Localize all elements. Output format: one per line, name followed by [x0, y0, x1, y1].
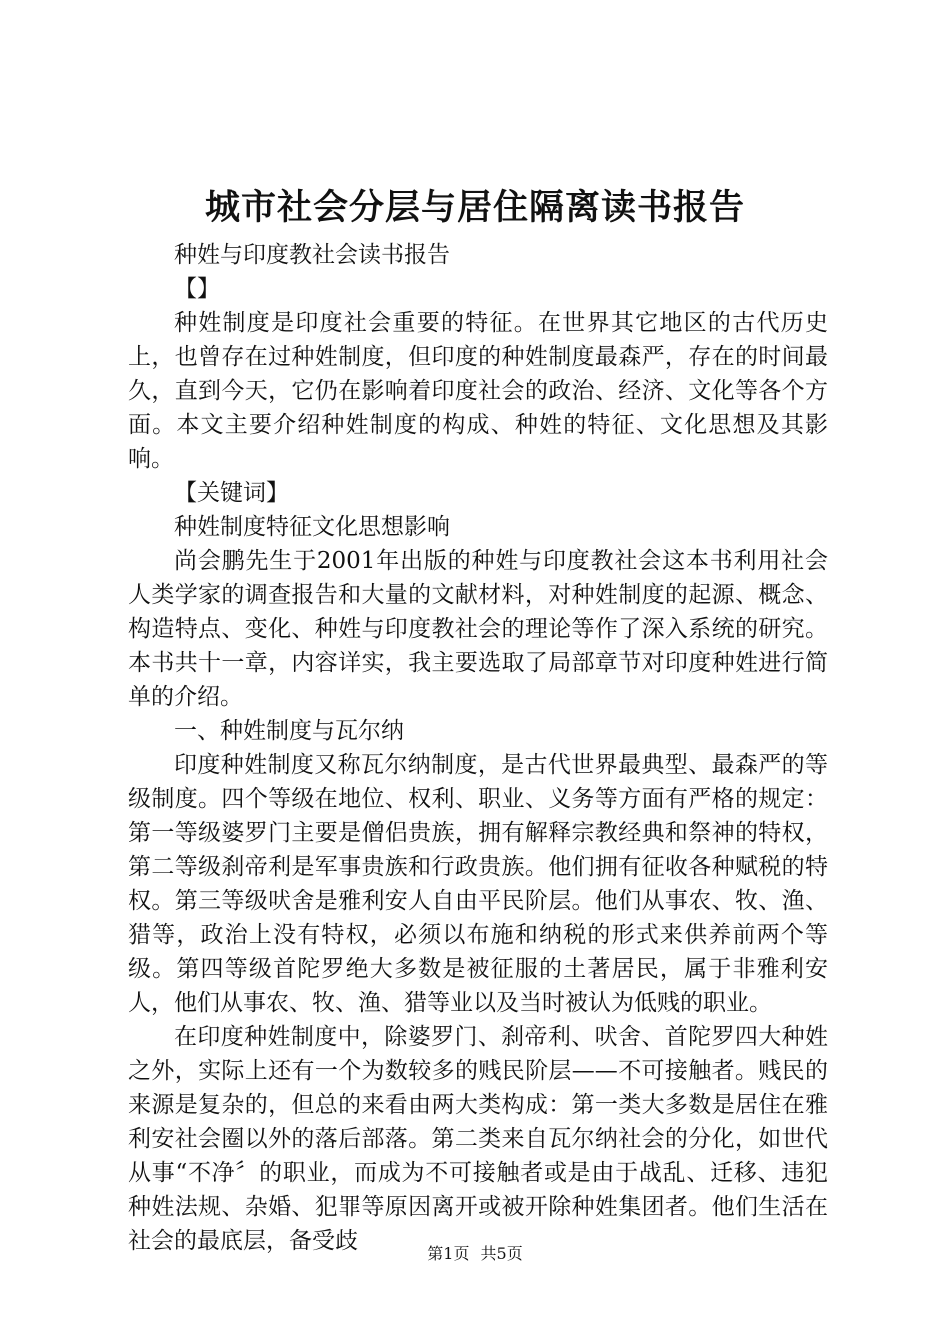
section-heading: 一、种姓制度与瓦尔纳	[174, 718, 404, 744]
untouchables-paragraph: 在印度种姓制度中，除婆罗门、刹帝利、吠舍、首陀罗四大种姓之外，实际上还有一个为数较多的贱民阶层——不可接触者。贱民的来源是复杂的，但总的来看由两大类构成：第一类大多数是居住在雅利安社会圈以外的落后部落。第二类来自瓦尔纳社会的分化，如世代从事“不净〞的职业，而成为不可接触者或是由于战乱、迁移、违犯种姓法规、杂婚、犯罪等原因离开或被开除种姓集团者。他们生活在社会的最底层，备受歧	[128, 1024, 828, 1254]
bracket-label: 【】	[174, 276, 220, 302]
page-number: 第1页	[427, 1244, 470, 1263]
keywords-label: 【关键词】	[174, 480, 289, 506]
keywords-paragraph: 种姓制度特征文化思想影响	[174, 514, 450, 540]
varna-paragraph: 印度种姓制度又称瓦尔纳制度，是古代世界最典型、最森严的等级制度。四个等级在地位、权利、职业、义务等方面有严格的规定：第一等级婆罗门主要是僧侣贵族，拥有解释宗教经典和祭神的特权，第二等级刹帝利是军事贵族和行政贵族。他们拥有征收各种赋税的特权。第三等级吠舍是雅利安人自由平民阶层。他们从事农、牧、渔、猎等，政治上没有特权，必须以布施和纳税的形式来供养前两个等级。第四等级首陀罗绝大多数是被征服的土著居民，属于非雅利安人，他们从事农、牧、渔、猎等业以及当时被认为低贱的职业。	[128, 752, 828, 1016]
document-title: 城市社会分层与居住隔离读书报告	[204, 187, 745, 228]
subtitle-paragraph: 种姓与印度教社会读书报告	[174, 242, 450, 268]
abstract-paragraph: 种姓制度是印度社会重要的特征。在世界其它地区的古代历史上，也曾存在过种姓制度，但印度的种姓制度最森严，存在的时间最久，直到今天，它仍在影响着印度社会的政治、经济、文化等各个方面。本文主要介绍种姓制度的构成、种姓的特征、文化思想及其影响。	[128, 310, 828, 472]
intro-paragraph: 尚会鹏先生于2001年出版的种姓与印度教社会这本书利用社会人类学家的调查报告和大量的文献材料，对种姓制度的起源、概念、构造特点、变化、种姓与印度教社会的理论等作了深入系统的研究。本书共十一章，内容详实，我主要选取了局部章节对印度种姓进行简单的介绍。	[128, 548, 828, 710]
document-body	[128, 238, 828, 1258]
page-footer	[0, 1243, 950, 1265]
page-total: 共5页	[480, 1244, 523, 1263]
